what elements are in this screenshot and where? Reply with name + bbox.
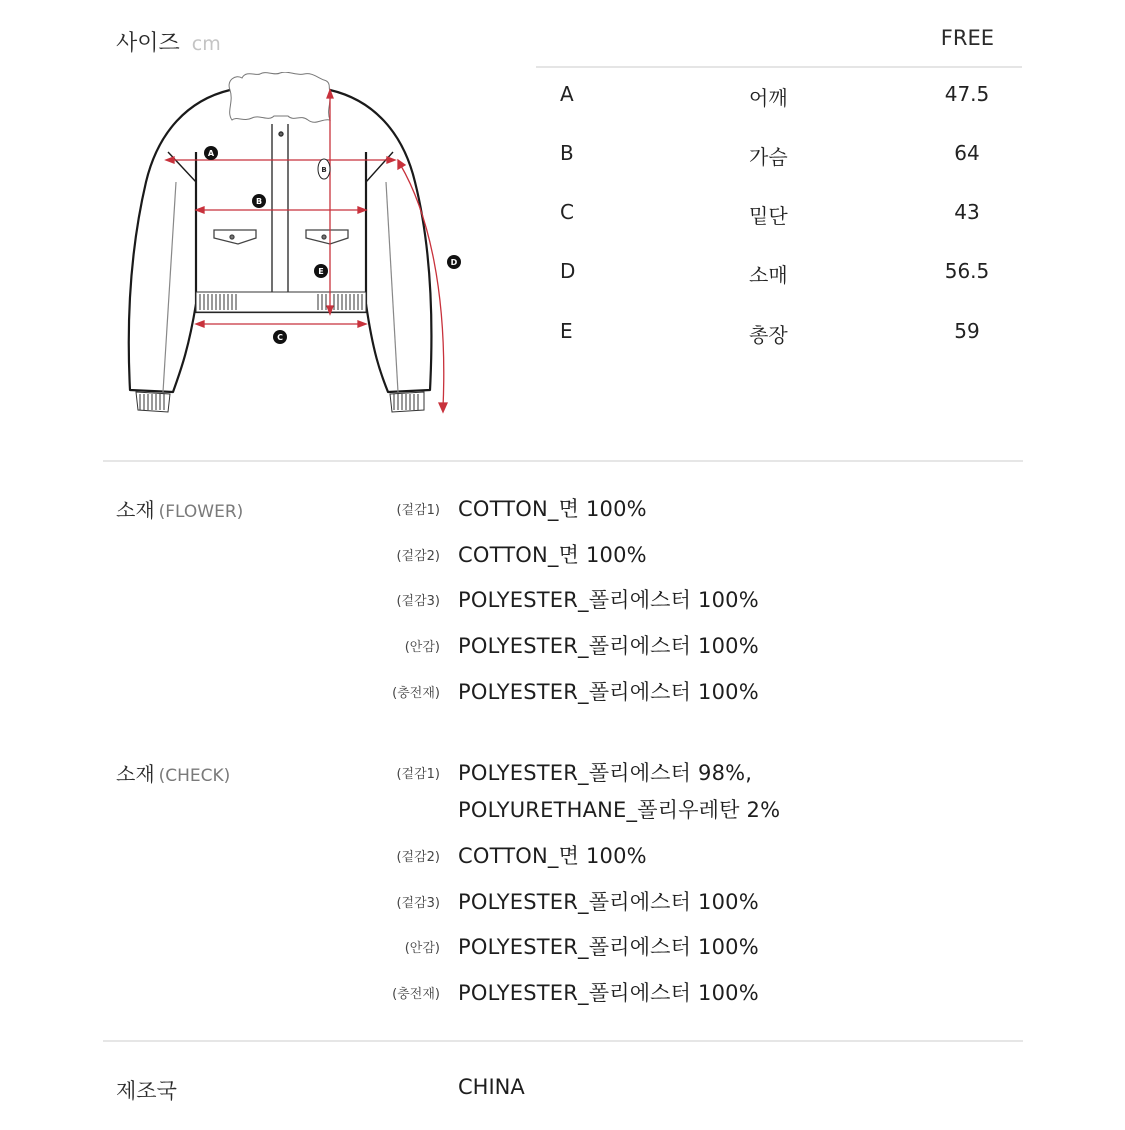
svg-text:C: C [277, 333, 283, 342]
jacket-measurement-diagram [118, 72, 468, 417]
material-composition: COTTON_면 100% [458, 543, 647, 567]
size-code: E [560, 319, 573, 343]
material-row [300, 584, 1020, 614]
size-value: 59 [954, 319, 980, 343]
material-row [300, 886, 1020, 916]
size-row-c [536, 200, 1022, 240]
material-composition: POLYESTER_폴리에스터 100% [458, 634, 759, 658]
material-composition-line2: POLYURETHANE_폴리우레탄 2% [458, 798, 781, 822]
material-composition: POLYESTER_폴리에스터 100% [458, 588, 759, 612]
material-flower-title [116, 494, 243, 523]
size-row-e [536, 319, 1022, 359]
material-part: (겉감1) [396, 503, 440, 518]
material-row [300, 977, 1020, 1007]
material-row [300, 840, 1020, 870]
material-part: (겉감1) [396, 767, 440, 782]
material-row [300, 676, 1020, 706]
svg-text:A: A [207, 149, 215, 158]
svg-text:B: B [321, 166, 327, 174]
size-name: 총장 [749, 323, 788, 347]
material-row [300, 539, 1020, 569]
size-row-b [536, 141, 1022, 181]
material-part: (충전재) [392, 987, 440, 1002]
material-part: (안감) [404, 640, 440, 655]
material-composition: COTTON_면 100% [458, 844, 647, 868]
size-name: 밑단 [749, 204, 788, 228]
section-divider [103, 460, 1023, 462]
material-composition: COTTON_면 100% [458, 497, 647, 521]
material-row [300, 931, 1020, 961]
material-variant: (FLOWER) [158, 502, 244, 522]
material-row [300, 630, 1020, 660]
size-value: 43 [954, 200, 980, 224]
svg-text:B: B [255, 197, 263, 206]
material-variant: (CHECK) [158, 766, 231, 786]
material-part: (겉감3) [396, 594, 440, 609]
material-part: (충전재) [392, 686, 440, 701]
material-label: 소재 [116, 498, 155, 522]
material-label: 소재 [116, 762, 155, 786]
size-value: 64 [954, 141, 980, 165]
size-table-header [536, 26, 1022, 68]
size-name: 소매 [749, 263, 788, 287]
material-composition: POLYESTER_폴리에스터 100% [458, 680, 759, 704]
size-code: A [560, 82, 574, 106]
size-section-title [116, 26, 221, 57]
size-unit: cm [191, 33, 221, 55]
material-part: (겉감2) [396, 850, 440, 865]
material-row [300, 757, 1020, 827]
svg-text:D: D [450, 258, 458, 267]
material-row [300, 493, 1020, 523]
origin-label: 제조국 [116, 1079, 177, 1103]
size-code: B [560, 141, 574, 165]
size-column-free: FREE [940, 26, 994, 50]
material-part: (안감) [404, 941, 440, 956]
size-value: 56.5 [944, 259, 990, 283]
jacket-illustration-icon [118, 72, 468, 417]
material-check-title [116, 758, 230, 787]
origin-value: CHINA [458, 1075, 525, 1099]
size-code: C [560, 200, 574, 224]
size-value: 47.5 [944, 82, 990, 106]
material-composition: POLYESTER_폴리에스터 100% [458, 981, 759, 1005]
material-composition: POLYESTER_폴리에스터 100% [458, 935, 759, 959]
section-divider [103, 1040, 1023, 1042]
size-row-a [536, 82, 1022, 122]
material-composition: POLYESTER_폴리에스터 100% [458, 890, 759, 914]
material-part: (겉감3) [396, 896, 440, 911]
size-name: 어깨 [749, 86, 788, 110]
size-name: 가슴 [749, 145, 788, 169]
svg-text:E: E [318, 267, 324, 276]
size-title-text: 사이즈 [116, 31, 180, 56]
material-composition: POLYESTER_폴리에스터 98%, [458, 761, 753, 785]
size-row-d [536, 259, 1022, 299]
material-part: (겉감2) [396, 549, 440, 564]
size-code: D [560, 259, 576, 283]
